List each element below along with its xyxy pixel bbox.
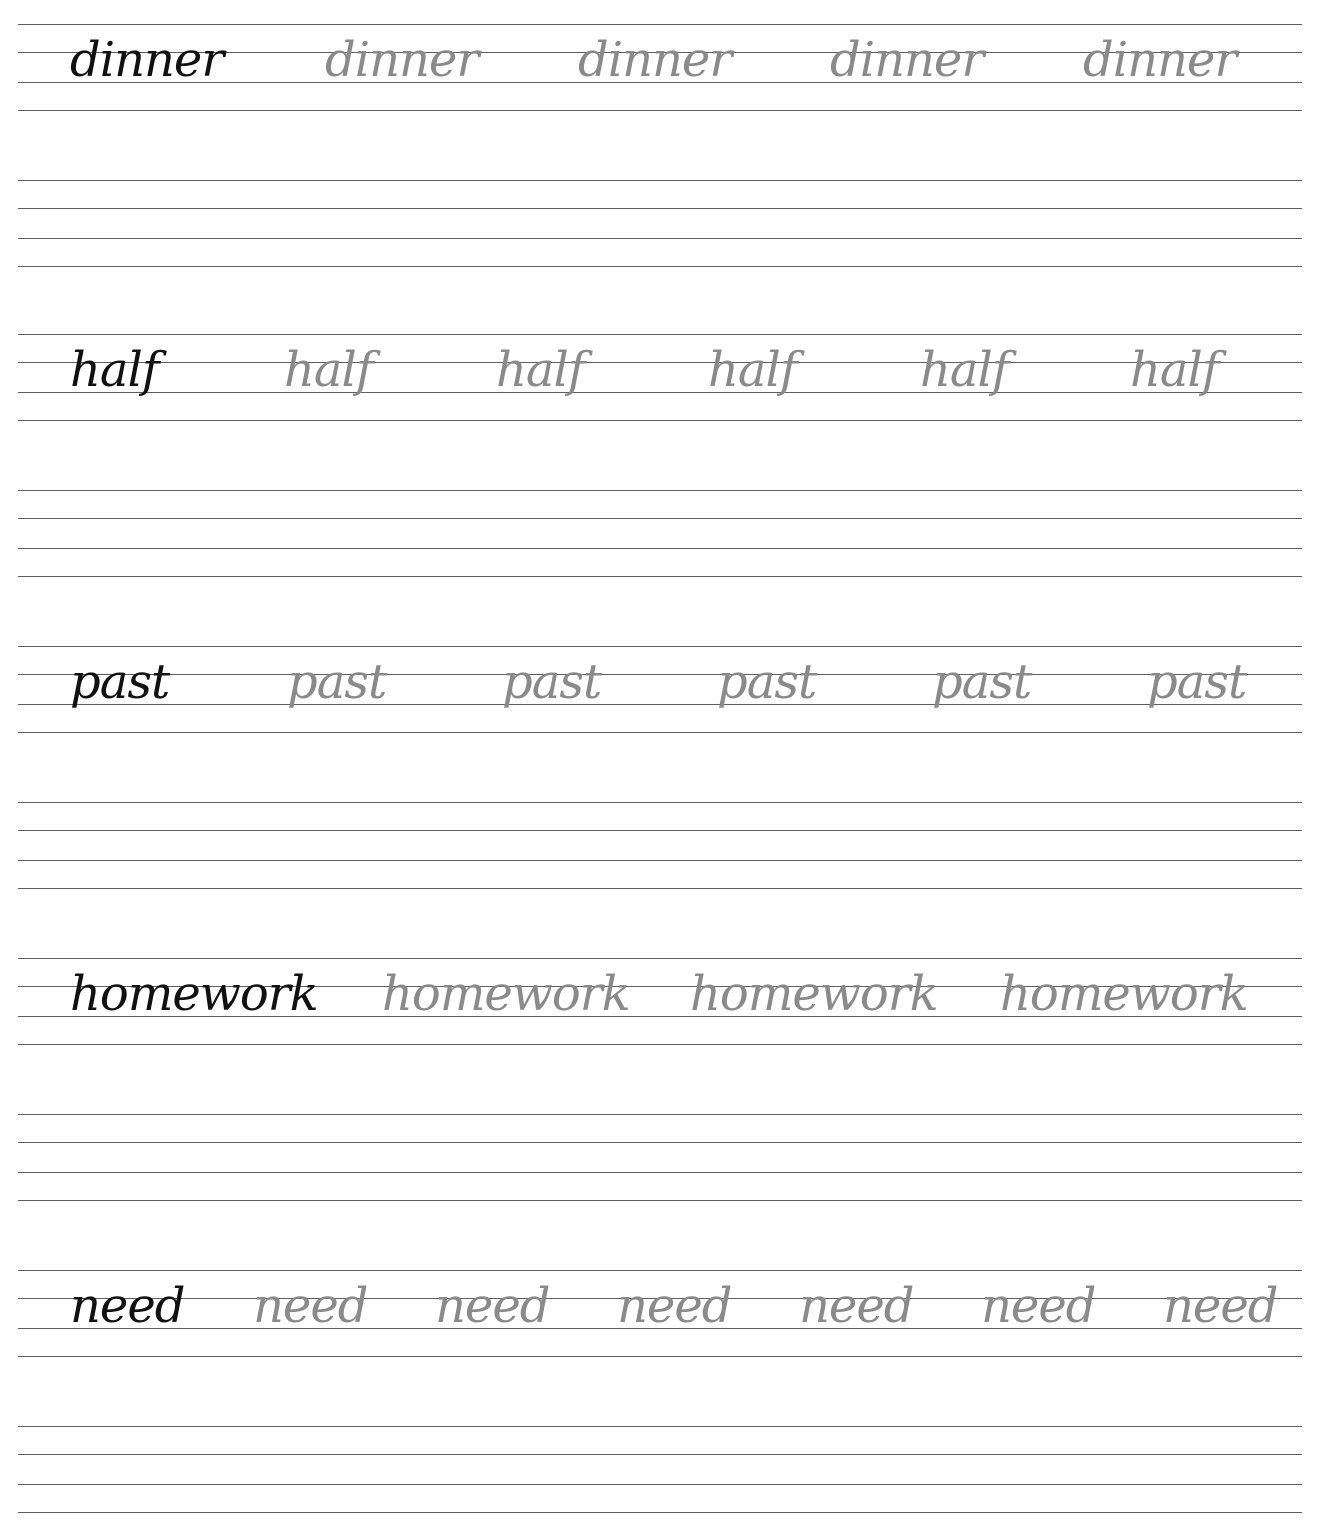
ruled-line	[18, 238, 1302, 239]
trace-word: homework	[1000, 966, 1248, 1022]
ruled-line	[18, 1426, 1302, 1427]
ruled-line	[18, 1454, 1302, 1455]
ruled-line	[18, 732, 1302, 733]
trace-word: past	[287, 654, 387, 710]
trace-word: half	[1130, 342, 1219, 398]
ruled-line	[18, 888, 1302, 889]
ruled-line	[18, 1114, 1302, 1115]
ruled-line	[18, 548, 1302, 549]
trace-word: need	[435, 1278, 550, 1334]
ruled-line	[18, 392, 1302, 393]
ruled-line	[18, 334, 1302, 335]
model-word: past	[70, 654, 170, 710]
ruled-line	[18, 208, 1302, 209]
trace-word: homework	[690, 966, 938, 1022]
trace-word: dinner	[578, 32, 732, 88]
ruled-line	[18, 420, 1302, 421]
ruled-line	[18, 1356, 1302, 1357]
trace-word: half	[708, 342, 797, 398]
ruled-line	[18, 1142, 1302, 1143]
ruled-line	[18, 704, 1302, 705]
trace-word: half	[284, 342, 373, 398]
trace-word: dinner	[830, 32, 984, 88]
model-word: homework	[70, 966, 318, 1022]
trace-word: dinner	[325, 32, 479, 88]
ruled-line	[18, 1044, 1302, 1045]
trace-word: past	[717, 654, 817, 710]
trace-word: need	[1163, 1278, 1278, 1334]
ruled-line	[18, 1200, 1302, 1201]
ruled-line	[18, 490, 1302, 491]
trace-word: past	[1147, 654, 1247, 710]
trace-word: dinner	[1083, 32, 1237, 88]
trace-word: past	[502, 654, 602, 710]
trace-word: half	[920, 342, 1009, 398]
ruled-line	[18, 576, 1302, 577]
trace-word: homework	[382, 966, 630, 1022]
model-word: need	[70, 1278, 185, 1334]
trace-word: need	[617, 1278, 732, 1334]
ruled-line	[18, 180, 1302, 181]
ruled-line	[18, 24, 1302, 25]
ruled-line	[18, 266, 1302, 267]
trace-word: half	[496, 342, 585, 398]
ruled-line	[18, 802, 1302, 803]
ruled-line	[18, 518, 1302, 519]
trace-word: need	[253, 1278, 368, 1334]
ruled-line	[18, 830, 1302, 831]
model-word: half	[70, 342, 159, 398]
ruled-line	[18, 958, 1302, 959]
trace-word: need	[799, 1278, 914, 1334]
ruled-line	[18, 362, 1302, 363]
trace-word: need	[981, 1278, 1096, 1334]
ruled-line	[18, 1484, 1302, 1485]
model-word: dinner	[70, 32, 224, 88]
ruled-line	[18, 860, 1302, 861]
ruled-line	[18, 1270, 1302, 1271]
ruled-line	[18, 674, 1302, 675]
ruled-line	[18, 1172, 1302, 1173]
ruled-line	[18, 646, 1302, 647]
trace-word: past	[932, 654, 1032, 710]
ruled-line	[18, 110, 1302, 111]
ruled-line	[18, 1512, 1302, 1513]
